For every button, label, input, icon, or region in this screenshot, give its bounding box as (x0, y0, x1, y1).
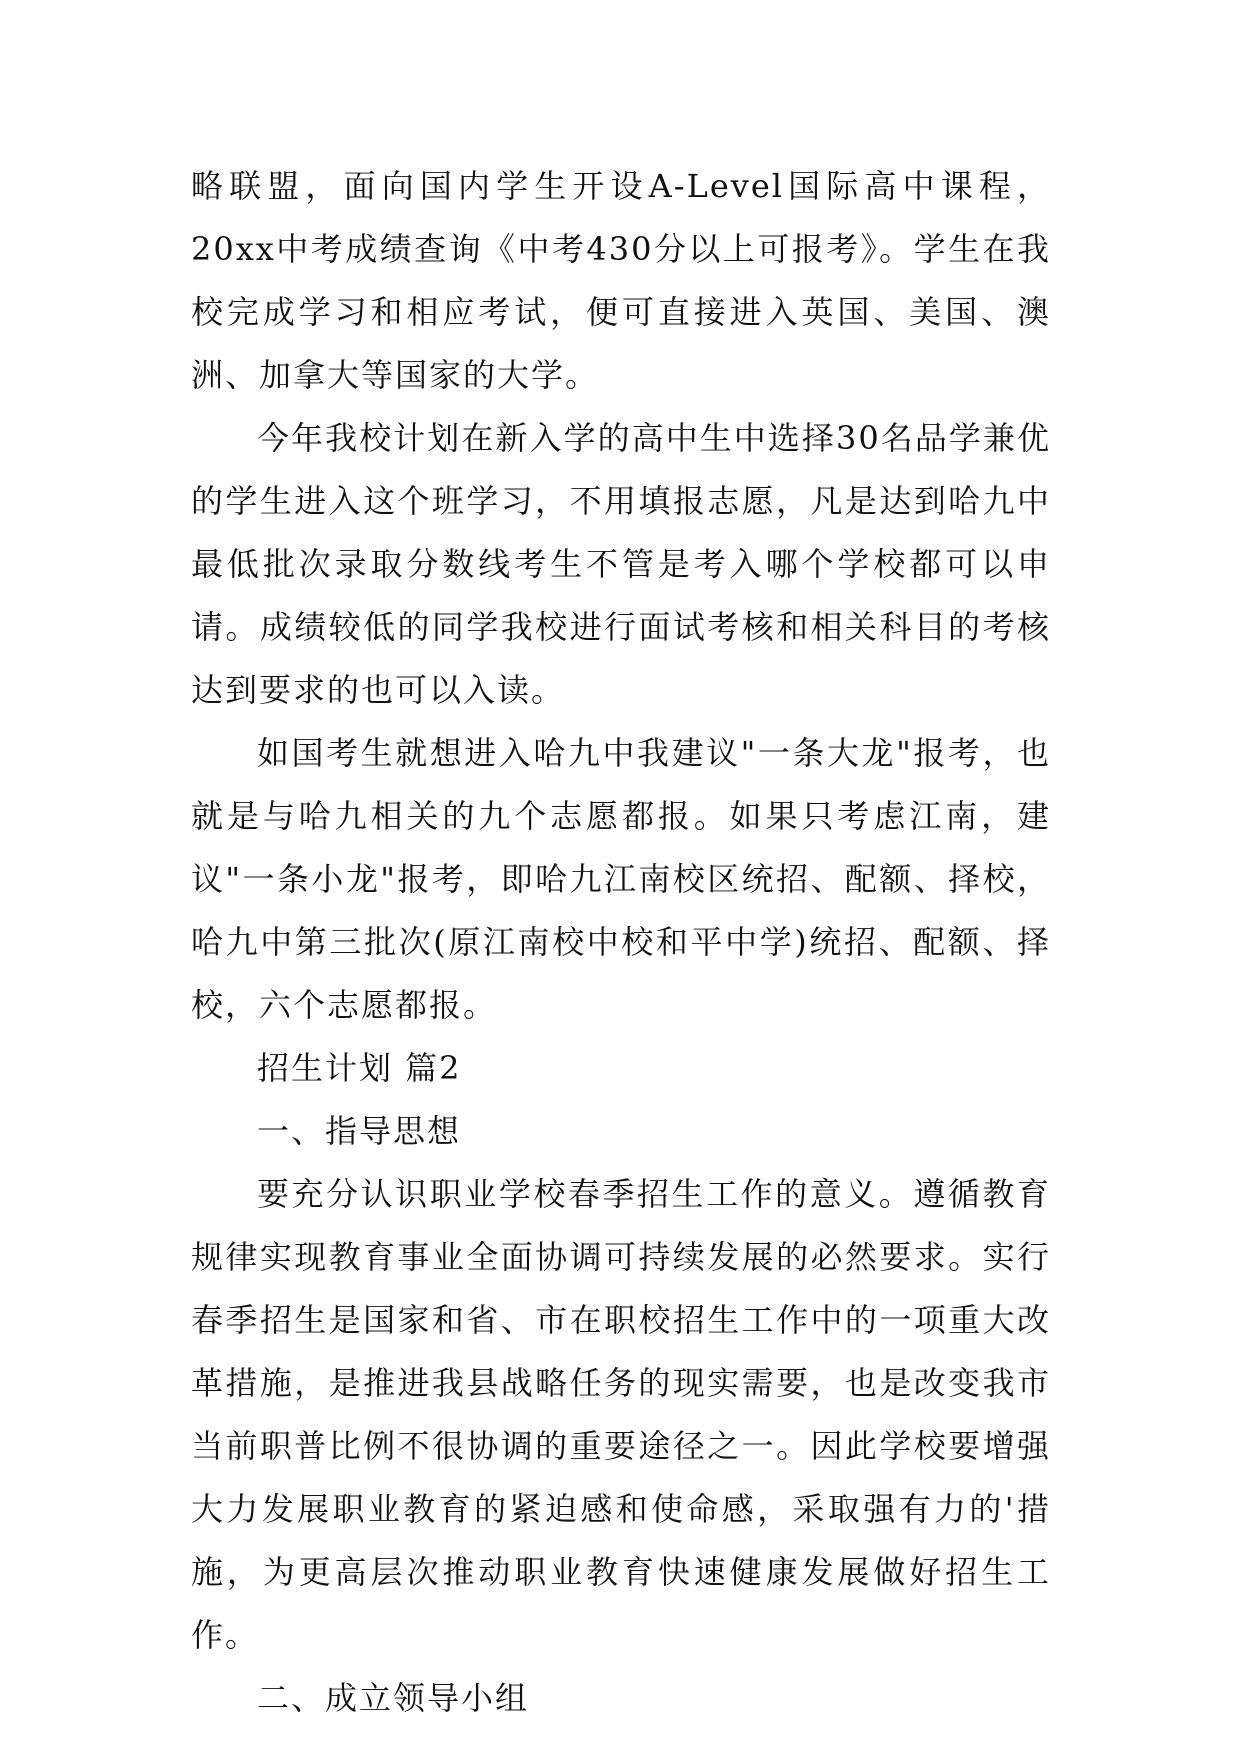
paragraph-guiding-ideology: 要充分认识职业学校春季招生工作的意义。遵循教育规律实现教育事业全面协调可持续发展的必然要求。实行春季招生是国家和省、市在职校招生工作中的一项重大改革措施，是推进我县战略任务的现实需要，也是改变我市当前职普比例不很协调的重要途径之一。因此学校要增强大力发展职业教育的紧迫感和使命感，采取强有力的'措施，为更高层次推动职业教育快速健康发展做好招生工作。 (191, 1175, 1051, 1654)
paragraph-continuation: 略联盟，面向国内学生开设A-Level国际高中课程，20xx中考成绩查询《中考430分以上可报考》。学生在我校完成学习和相应考试，便可直接进入英国、美国、澳洲、加拿大等国家的大学。 (191, 167, 1051, 394)
document-body (191, 155, 1051, 1730)
heading-guiding-ideology: 一、指导思想 (257, 1112, 462, 1150)
paragraph-enrollment-class: 今年我校计划在新入学的高中生中选择30名品学兼优的学生进入这个班学习，不用填报志愿，凡是达到哈九中最低批次录取分数线考生不管是考入哪个学校都可以申请。成绩较低的同学我校进行面试考核和相关科目的考核达到要求的也可以入读。 (191, 419, 1051, 709)
paragraph-application-advice: 如国考生就想进入哈九中我建议"一条大龙"报考，也就是与哈九相关的九个志愿都报。如果只考虑江南，建议"一条小龙"报考，即哈九江南校区统招、配额、择校，哈九中第三批次(原江南校中校和平中学)统招、配额、择校，六个志愿都报。 (191, 734, 1051, 1024)
heading-leadership-group: 二、成立领导小组 (257, 1679, 530, 1717)
section-title-enrollment-plan-2: 招生计划 篇2 (257, 1049, 462, 1087)
